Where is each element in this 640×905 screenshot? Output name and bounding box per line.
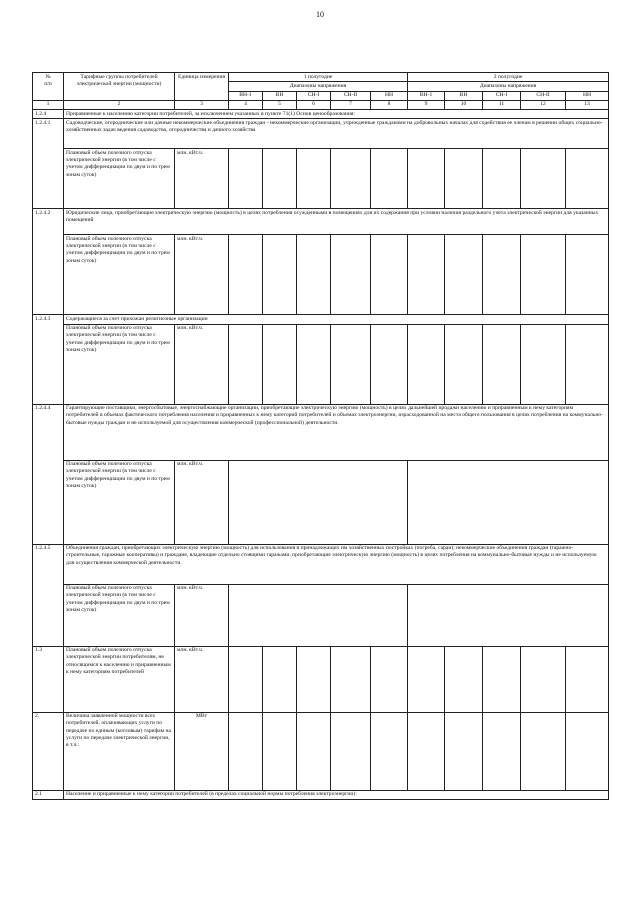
value-cell xyxy=(263,324,297,404)
value-cell xyxy=(408,460,609,544)
value-cell xyxy=(263,712,297,790)
level-nn: НН xyxy=(566,91,609,100)
planned-volume-label: Плановый объем полезного отпуска электрической энергии (в том числе с учетом дифференциации по двум и по трем зонам суток) xyxy=(64,584,175,646)
value-cell xyxy=(408,324,445,404)
value-cell xyxy=(371,235,408,315)
value-cell xyxy=(408,235,445,315)
row-number: 1.2.4.4 xyxy=(33,404,64,544)
column-number: 3 xyxy=(175,100,229,109)
value-cell xyxy=(229,584,408,646)
level-sn1: СН-I xyxy=(483,91,521,100)
value-cell xyxy=(566,324,609,404)
category-description: Гарантирующие поставщики, энергосбытовые, энергоснабжающие организации, приобретающие электрическую энергию (мощность) в целях дальнейшей продажи населению и приравненным к нему категориям потребителей в объемах фактического потребления населения и приравненных к нему категорий потребителей и объемах электроэнергии, израсходованной на места общего пользования в целях потребления на коммунально-бытовые нужды граждан и не используемой для осуществления коммерческой (профессиональной) деятельности. xyxy=(64,404,609,460)
value-cell xyxy=(408,712,445,790)
value-cell xyxy=(229,324,263,404)
unit-label: млн. кВт.ч. xyxy=(175,584,229,646)
value-cell xyxy=(445,712,483,790)
column-number: 8 xyxy=(371,100,408,109)
column-number: 13 xyxy=(566,100,609,109)
value-cell xyxy=(521,149,566,209)
column-number: 5 xyxy=(263,100,297,109)
value-cell xyxy=(566,149,609,209)
unit-label: млн. кВт.ч. xyxy=(175,646,229,712)
value-cell xyxy=(483,646,521,712)
value-cell xyxy=(229,235,263,315)
value-cell xyxy=(331,646,371,712)
unit-label: МВт xyxy=(175,712,229,790)
unit-label: млн. кВт.ч. xyxy=(175,149,229,209)
column-number: 4 xyxy=(229,100,263,109)
planned-volume-label: Плановый объем полезного отпуска электрической энергии (в том числе с учетом дифференциации по двум и по трем зонам суток) xyxy=(64,149,175,209)
value-cell xyxy=(229,460,408,544)
row-number: 1.2.4.2 xyxy=(33,209,64,315)
column-number: 12 xyxy=(521,100,566,109)
value-cell xyxy=(483,149,521,209)
header-unit: Единица измерения xyxy=(175,73,229,101)
category-description: Объединения граждан, приобретающих электрическую энергию (мощность) для использования в принадлежащих им хозяйственных постройках (погреба, сараи); некоммерческие объединения граждан (гаражно-строительные, гаражные кооперативы) и граждане, владеющие отдельно стоящими гаражами, приобретающие электрическую энергию (мощность) в целях потребления на коммунально-бытовые нужды и не используемую для осуществления коммерческой деятельности. xyxy=(64,544,609,584)
value-cell xyxy=(483,712,521,790)
header-no: № п/п xyxy=(33,73,64,101)
header-group: Тарифные группы потребителей электрической энергии (мощности) xyxy=(64,73,175,101)
value-cell xyxy=(297,324,331,404)
value-cell xyxy=(566,235,609,315)
value-cell xyxy=(297,646,331,712)
value-cell xyxy=(371,324,408,404)
planned-volume-label: Плановый объем полезного отпуска электрической энергии потребителям, не относящимся к населению и приравненным к нему категориям потребителей xyxy=(64,646,175,712)
section-title: Приравненные к населению категории потребителей, за исключением указанных в пункте 71(1) Основ ценообразования: xyxy=(64,110,609,119)
level-sn2: СН-II xyxy=(331,91,371,100)
column-number: 7 xyxy=(331,100,371,109)
column-number: 6 xyxy=(297,100,331,109)
level-vn: ВН xyxy=(445,91,483,100)
level-vn1: ВН-1 xyxy=(229,91,263,100)
value-cell xyxy=(445,149,483,209)
row-number: 1.3 xyxy=(33,646,64,712)
row-number: 2.1 xyxy=(33,790,64,799)
value-cell xyxy=(521,646,566,712)
value-cell xyxy=(229,149,263,209)
value-cell xyxy=(408,646,445,712)
value-cell xyxy=(483,235,521,315)
header-half-2: 2 полугодие xyxy=(408,73,609,82)
declared-capacity-label: Величина заявленной мощности всех потребителей, оплачивающих услуги по передаче по единым (котловым) тарифам на услуги по передаче электрической энергии, в т.ч.: xyxy=(64,712,175,790)
column-number: 9 xyxy=(408,100,445,109)
header-ranges-2: Диапазоны напряжения xyxy=(408,82,609,91)
value-cell xyxy=(297,149,331,209)
value-cell xyxy=(263,646,297,712)
value-cell xyxy=(521,712,566,790)
planned-volume-label: Плановый объем полезного отпуска электрической энергии (в том числе с учетом дифференциации по двум и по трем зонам суток) xyxy=(64,324,175,404)
category-description: Юридические лица, приобретающие электрическую энергию (мощность) в целях потребления осужденными в помещениях для их содержания при условии наличия раздельного учета электрической энергии для указанных помещений xyxy=(64,209,609,235)
value-cell xyxy=(263,149,297,209)
value-cell xyxy=(331,324,371,404)
page-number: 10 xyxy=(316,10,324,19)
value-cell xyxy=(566,712,609,790)
column-number: 1 xyxy=(33,100,64,109)
value-cell xyxy=(331,712,371,790)
value-cell xyxy=(445,324,483,404)
value-cell xyxy=(371,646,408,712)
row-number: 1.2.4 xyxy=(33,110,64,119)
level-vn1: ВН-1 xyxy=(408,91,445,100)
section-title: Население и приравненные к нему категории потребителей (в пределах социальной нормы потребления электроэнергии): xyxy=(64,790,609,799)
value-cell xyxy=(297,712,331,790)
row-number: 1.2.4.1 xyxy=(33,119,64,209)
unit-label: млн. кВт.ч. xyxy=(175,235,229,315)
unit-label: млн. кВт.ч. xyxy=(175,324,229,404)
column-number: 10 xyxy=(445,100,483,109)
header-ranges-1: Диапазоны напряжения xyxy=(229,82,408,91)
value-cell xyxy=(263,235,297,315)
row-number: 2. xyxy=(33,712,64,790)
planned-volume-label: Плановый объем полезного отпуска электрической энергии (в том числе с учетом дифференциации по двум и по трем зонам суток) xyxy=(64,460,175,544)
planned-volume-label: Плановый объем полезного отпуска электрической энергии (в том числе с учетом дифференциации по двум и по трем зонам суток) xyxy=(64,235,175,315)
value-cell xyxy=(566,646,609,712)
value-cell xyxy=(331,235,371,315)
value-cell xyxy=(371,712,408,790)
level-sn2: СН-II xyxy=(521,91,566,100)
value-cell xyxy=(331,149,371,209)
value-cell xyxy=(521,324,566,404)
category-description: Садоводческие, огороднические или дачные некоммерческие объединения граждан - некоммерческие организации, учрежденные гражданами на добровольных началах для содействия ее членам в решении общих социально-хозяйственных задач ведения садоводства, огородничества и дачного хозяйства xyxy=(64,119,609,149)
level-vn: ВН xyxy=(263,91,297,100)
value-cell xyxy=(445,646,483,712)
column-number: 11 xyxy=(483,100,521,109)
value-cell xyxy=(408,584,609,646)
row-number: 1.2.4.3 xyxy=(33,315,64,404)
value-cell xyxy=(229,712,263,790)
tariff-table xyxy=(32,72,609,800)
value-cell xyxy=(408,149,445,209)
value-cell xyxy=(521,235,566,315)
column-number: 2 xyxy=(64,100,175,109)
value-cell xyxy=(483,324,521,404)
header-half-1: 1 полугодие xyxy=(229,73,408,82)
level-sn1: СН-I xyxy=(297,91,331,100)
row-number: 1.2.4.5 xyxy=(33,544,64,646)
value-cell xyxy=(229,646,263,712)
value-cell xyxy=(445,235,483,315)
level-nn: НН xyxy=(371,91,408,100)
unit-label: млн. кВт.ч. xyxy=(175,460,229,544)
category-description: Содержащиеся за счет прихожан религиозные организации xyxy=(64,315,609,324)
value-cell xyxy=(297,235,331,315)
value-cell xyxy=(371,149,408,209)
